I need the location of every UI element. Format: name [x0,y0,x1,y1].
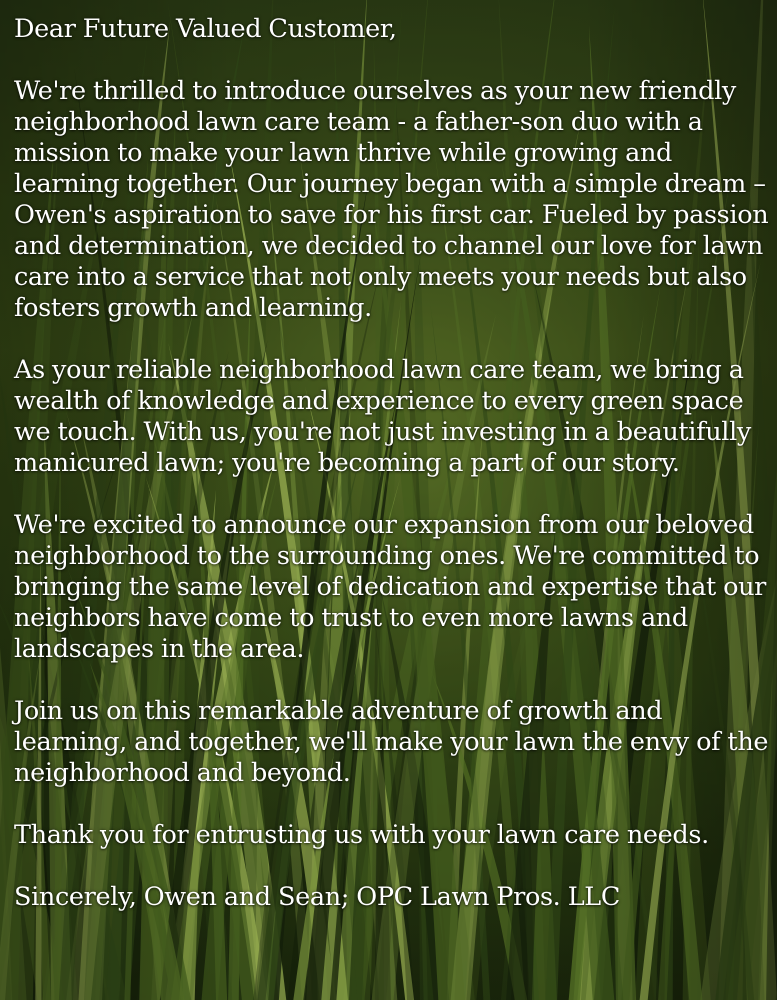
letter-paragraph-expansion: We're excited to announce our expansion from our beloved neighborhood to the surrounding ones. We're committed to bringing the same level of dedication and expertise that our neighbors have come to trust to even more lawns and landscapes in the area. [14,510,767,664]
letter-paragraph-team: As your reliable neighborhood lawn care team, we bring a wealth of knowledge and experience to every green space we touch. With us, you're not just investing in a beautifully manicured lawn; you're becoming a part of our story. [14,355,751,478]
letter-signature: Sincerely, Owen and Sean; OPC Lawn Pros. LLC [14,882,621,912]
letter-paragraph-introduction: We're thrilled to introduce ourselves as your new friendly neighborhood lawn care team - a father-son duo with a mission to make your lawn thrive while growing and learning together. Our journey began with a simple dream –Owen's aspiration to save for his first car. Fueled by passion and determination, we decided to channel our love for lawn care into a service that not only meets your needs but also fosters growth and learning. [14,76,769,323]
letter-salutation: Dear Future Valued Customer, [14,14,397,44]
letter-paragraph-thanks: Thank you for entrusting us with your lawn care needs. [14,820,709,850]
letter-paragraph-invitation: Join us on this remarkable adventure of growth and learning, and together, we'll make your lawn the envy of the neighborhood and beyond. [14,696,769,788]
letter-body [14,14,774,913]
